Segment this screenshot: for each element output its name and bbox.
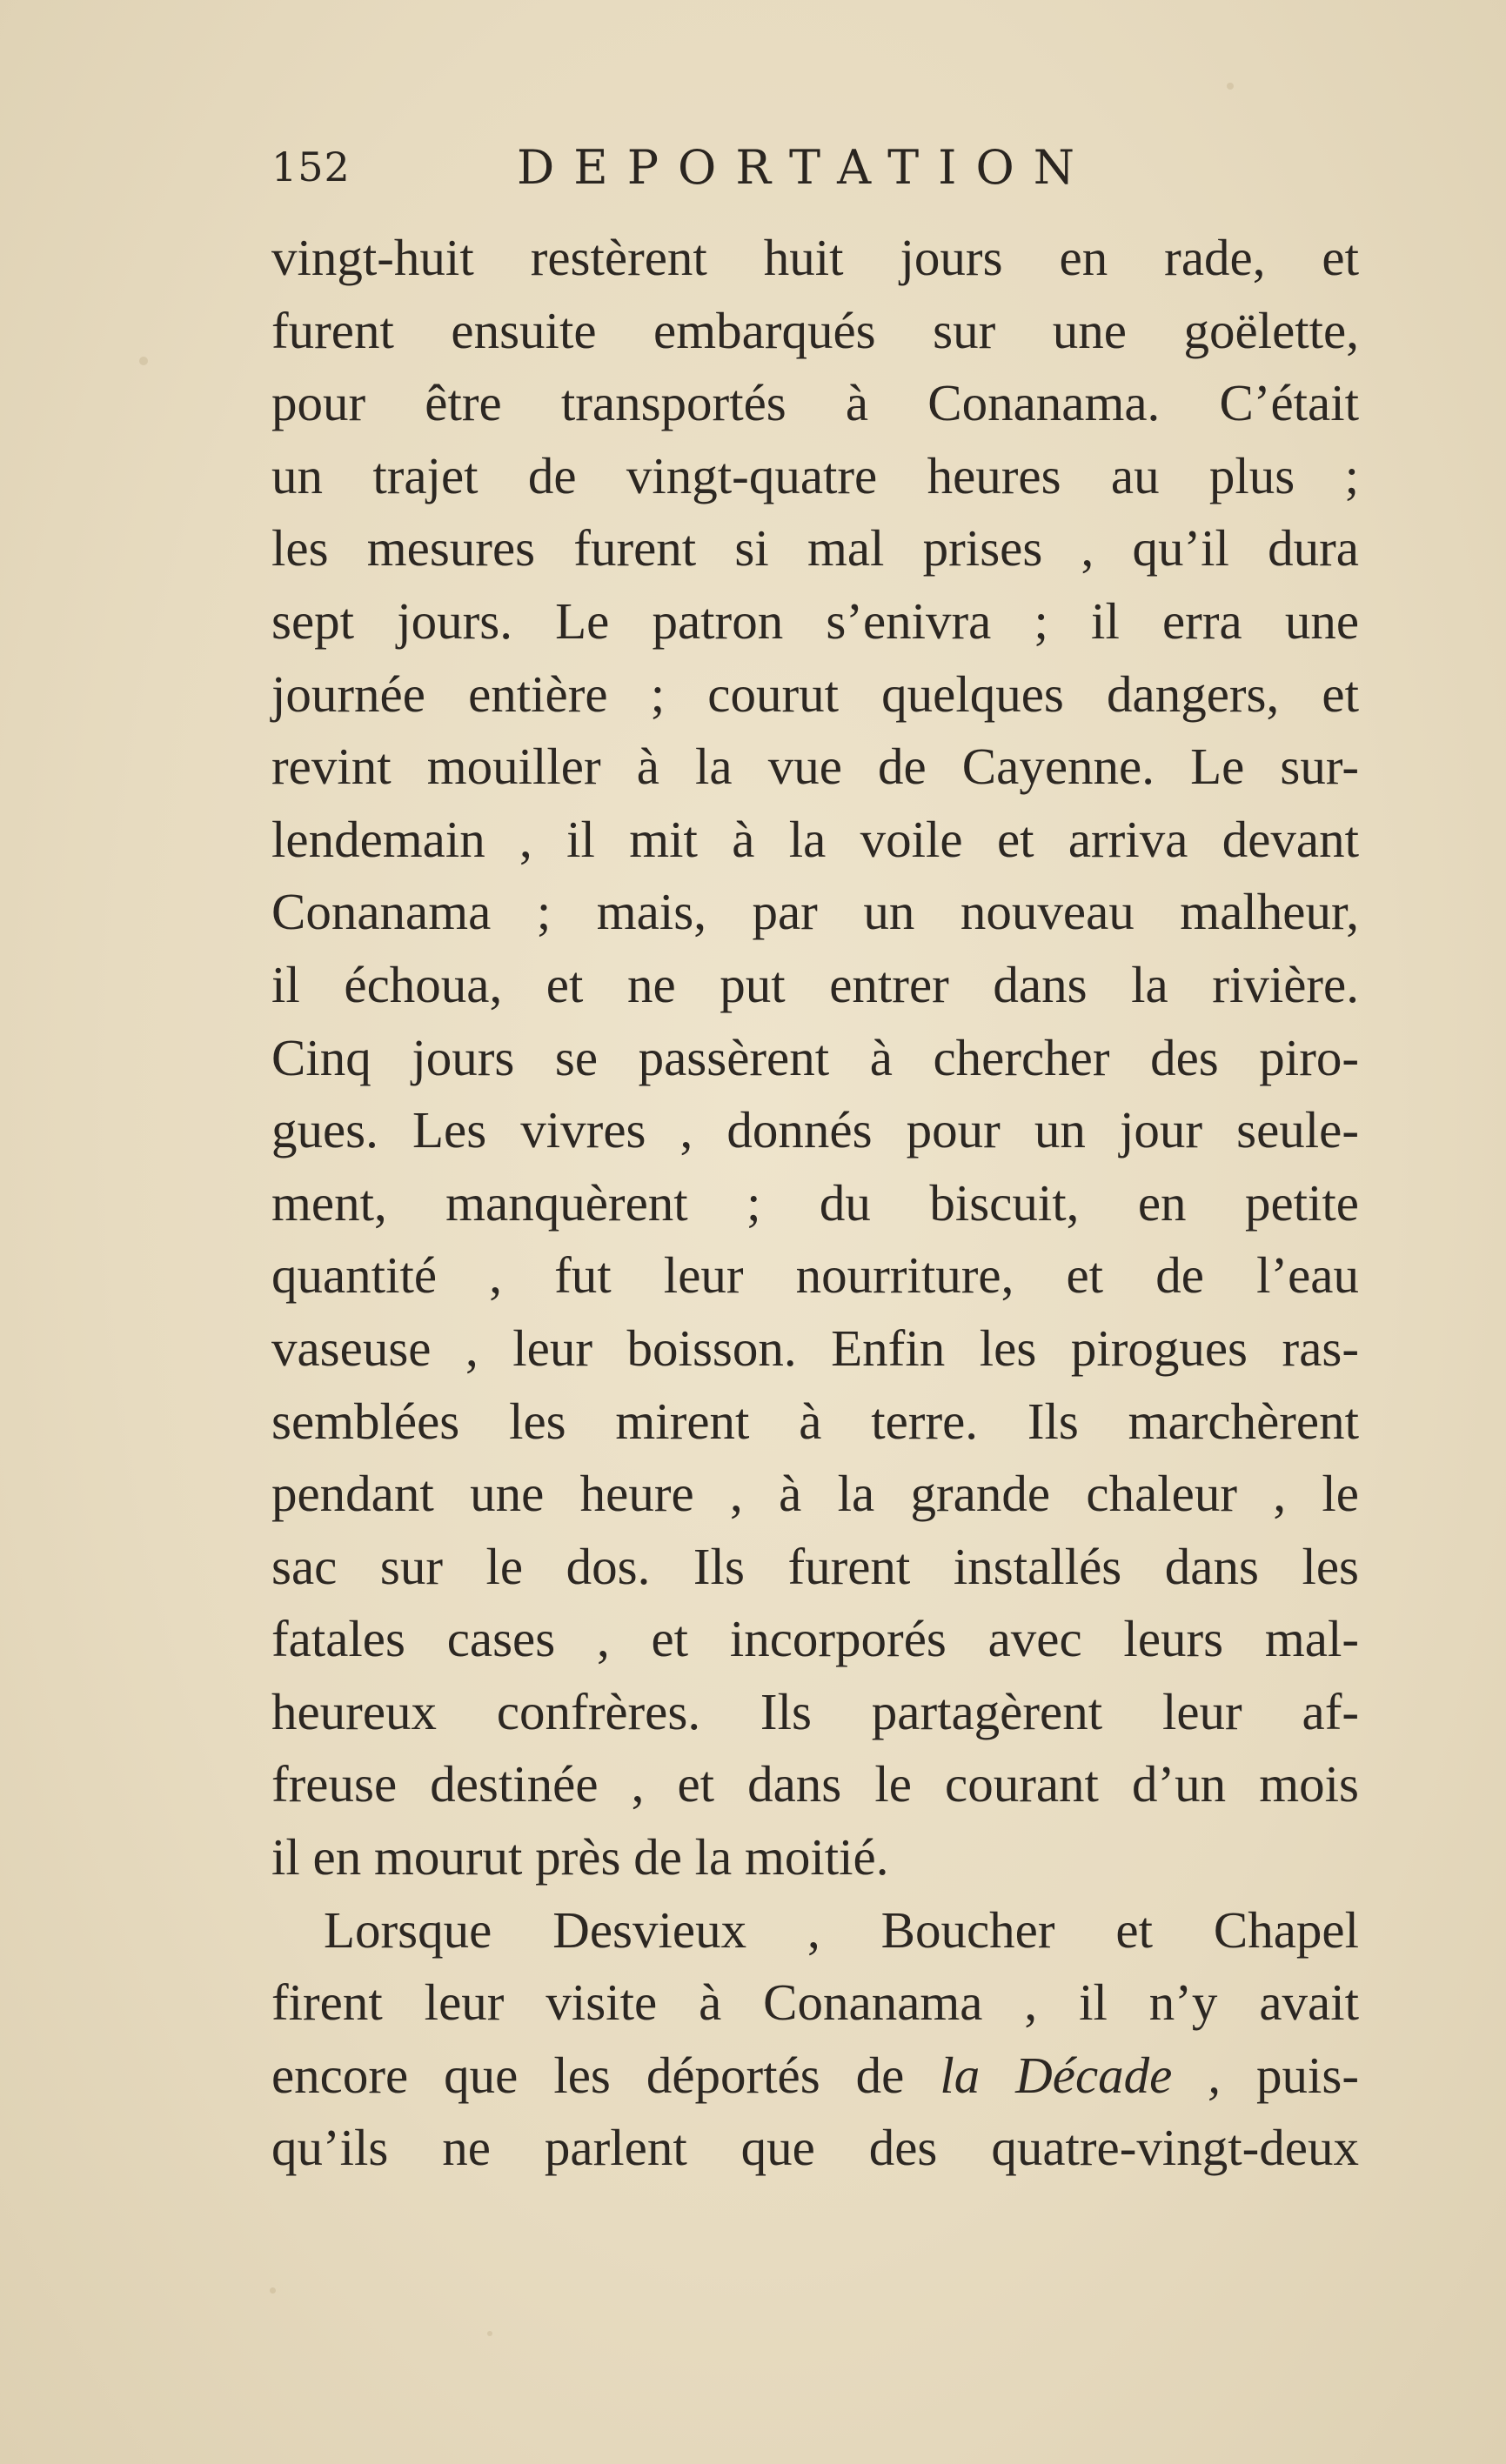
text-line: lendemain , il mit à la voile et arriva devant: [271, 810, 1359, 868]
text-line-with-italic: [271, 2040, 1359, 2113]
text-line: Conanama ; mais, par un nouveau malheur,: [271, 883, 1359, 941]
paragraph-end-line: il en mourut près de la moitié.: [271, 1828, 889, 1886]
paper-stain: [270, 2287, 276, 2294]
paper-stain: [487, 2331, 492, 2336]
paragraph-start-line: Lorsque Desvieux , Boucher et Chapel: [324, 1900, 1359, 1959]
text-line: Cinq jours se passèrent à chercher des piro-: [271, 1028, 1359, 1086]
text-line: pendant une heure , à la grande chaleur , le: [271, 1465, 1359, 1523]
text-line: journée entière ; courut quelques dangers, et: [271, 664, 1359, 723]
text-line: il échoua, et ne put entrer dans la rivière.: [271, 955, 1359, 1013]
text-line: revint mouiller à la vue de Cayenne. Le sur-: [271, 738, 1359, 796]
page-number: 152: [271, 144, 351, 190]
text-line: firent leur visite à Conanama , il n’y avait: [271, 1973, 1359, 2032]
text-line: sept jours. Le patron s’enivra ; il erra une: [271, 591, 1359, 650]
text-line: vaseuse , leur boisson. Enfin les pirogues ras-: [271, 1319, 1359, 1377]
running-head: DEPORTATION: [517, 140, 1094, 195]
text-line: quantité , fut leur nourriture, et de l’eau: [271, 1246, 1359, 1305]
text-line: qu’ils ne parlent que des quatre-vingt-deux: [271, 2119, 1359, 2177]
text-line: ment, manquèrent ; du biscuit, en petite: [271, 1173, 1359, 1232]
paper-stain: [139, 357, 148, 365]
body-text: [271, 222, 1359, 2185]
text-line: heureux confrères. Ils partagèrent leur af-: [271, 1682, 1359, 1740]
text-line: furent ensuite embarqués sur une goëlette,: [271, 301, 1359, 359]
italic-title: la Décade ,: [940, 2046, 1222, 2104]
text-line: freuse destinée , et dans le courant d’un mois: [271, 1755, 1359, 1813]
page-header: [271, 140, 1359, 204]
text-line: gues. Les vivres , donnés pour un jour seule-: [271, 1101, 1359, 1159]
text-line: un trajet de vingt-quatre heures au plus ;: [271, 446, 1359, 504]
text-line: semblées les mirent à terre. Ils marchèrent: [271, 1392, 1359, 1450]
paper-stain: [1227, 83, 1234, 90]
text-line: sac sur le dos. Ils furent installés dans les: [271, 1537, 1359, 1595]
text-line: fatales cases , et incorporés avec leurs mal-: [271, 1610, 1359, 1668]
text-line: les mesures furent si mal prises , qu’il dura: [271, 519, 1359, 578]
text-fragment: puis-: [1221, 2046, 1360, 2104]
text-line: vingt-huit restèrent huit jours en rade, et: [271, 229, 1359, 286]
text-fragment: encore que les déportés de: [271, 2046, 940, 2104]
text-line: pour être transportés à Conanama. C’était: [271, 374, 1359, 432]
